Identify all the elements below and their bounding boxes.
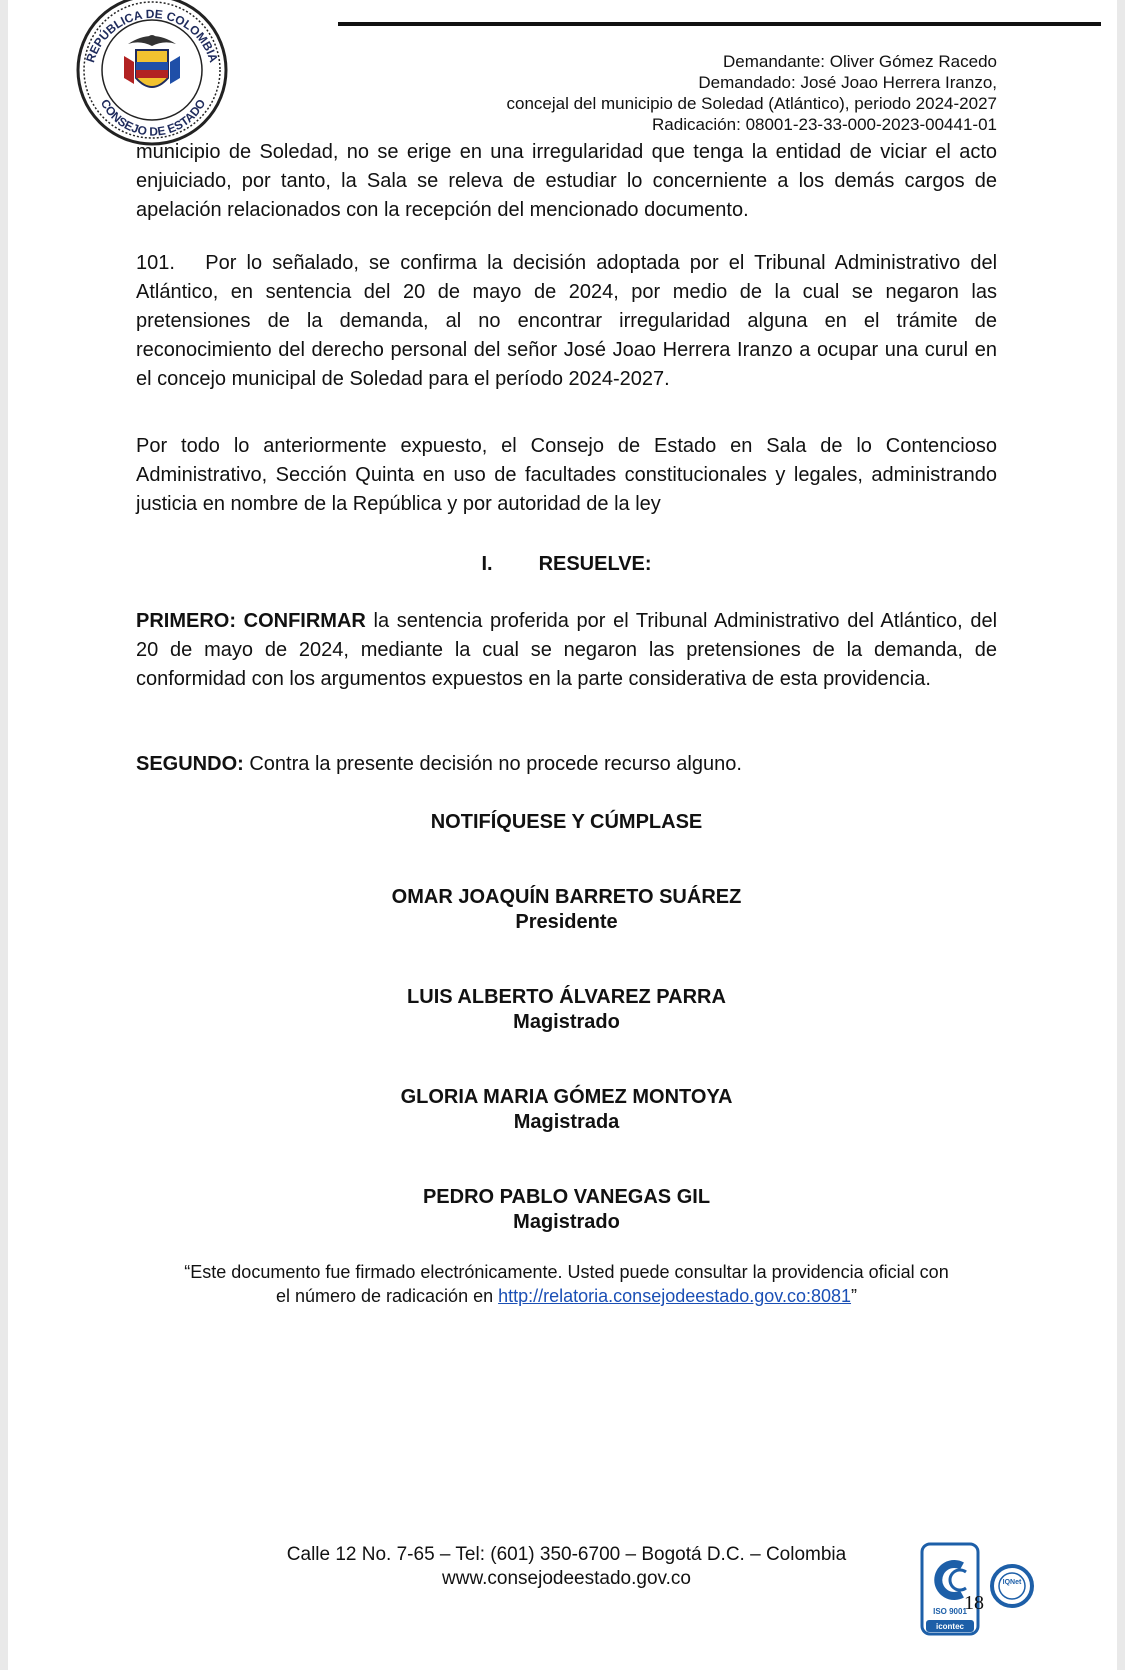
primero-text: la sentencia proferida por el Tribunal Administrativo del Atlántico, del 20 de mayo de 2024, mediante la cual se negaron las pretensiones de la demanda, de conformidad con los argumentos expuestos en la parte considerativa de esta providencia. — [136, 610, 998, 690]
paragraph-101 — [136, 249, 997, 394]
page-footer — [136, 1543, 997, 1591]
primero-label: PRIMERO: CONFIRMAR — [136, 610, 366, 632]
segundo-label: SEGUNDO: — [136, 753, 244, 775]
resolve-heading — [136, 552, 997, 577]
signatory-block — [136, 985, 997, 1035]
svg-text:ISO 9001: ISO 9001 — [933, 1607, 967, 1616]
note-line-2 — [136, 1284, 997, 1308]
signatory-block — [136, 1085, 997, 1135]
signatory-name: OMAR JOAQUÍN BARRETO SUÁREZ — [391, 886, 742, 908]
svg-text:IQNet: IQNet — [1002, 1579, 1022, 1586]
signatory-role: Magistrada — [513, 1111, 620, 1133]
electronic-signature-note — [136, 1260, 997, 1308]
segundo-text: Contra la presente decisión no procede recurso alguno. — [243, 753, 742, 775]
note-closing-quote: ” — [851, 1286, 858, 1306]
svg-text:REPÚBLICA DE COLOMBIA: REPÚBLICA DE COLOMBIA — [83, 6, 221, 65]
case-header — [507, 51, 998, 135]
signatory-name: PEDRO PABLO VANEGAS GIL — [422, 1186, 711, 1208]
signatory-block — [136, 885, 997, 935]
svg-text:CONSEJO DE ESTADO: CONSEJO DE ESTADO — [97, 96, 209, 139]
signatory-role: Magistrado — [513, 1011, 620, 1033]
footer-address: Calle 12 No. 7-65 – Tel: (601) 350-6700 – Bogotá D.C. – Colombia — [286, 1544, 847, 1565]
signatory-name: LUIS ALBERTO ÁLVAREZ PARRA — [407, 986, 726, 1008]
resolution-primero — [136, 607, 997, 694]
resolve-numeral: I. — [481, 553, 493, 575]
relatoria-link[interactable]: http://relatoria.consejodeestado.gov.co:8081 — [498, 1286, 852, 1306]
document-page — [8, 0, 1117, 1670]
resolve-title: RESUELVE: — [538, 553, 652, 575]
plaintiff-line: Demandante: Oliver Gómez Racedo — [722, 52, 997, 71]
header-rule — [338, 22, 1101, 26]
signatory-role: Presidente — [515, 911, 618, 933]
council-line: concejal del municipio de Soledad (Atlántico), periodo 2024-2027 — [506, 94, 997, 113]
footer-website: www.consejodeestado.gov.co — [442, 1568, 691, 1589]
filing-number-line: Radicación: 08001-23-33-000-2023-00441-01 — [652, 115, 997, 134]
closing-formula: NOTIFÍQUESE Y CÚMPLASE — [430, 811, 703, 833]
icontec-certification-logo — [920, 1542, 1038, 1638]
signatory-block — [136, 1185, 997, 1235]
defendant-line: Demandado: José Joao Herrera Iranzo, — [698, 73, 997, 92]
paragraph-authority: Por todo lo anteriormente expuesto, el Consejo de Estado en Sala de lo Contencioso Administrativo, Sección Quinta en uso de facultades constitucionales y legales, administrando justicia en nombre de la República y por autoridad de la ley — [136, 435, 997, 515]
resolution-segundo — [136, 750, 997, 779]
note-line-1: “Este documento fue firmado electrónicamente. Usted puede consultar la providencia oficial con — [184, 1262, 949, 1282]
page-number: 18 — [964, 1592, 984, 1614]
paragraph-continuation: municipio de Soledad, no se erige en una irregularidad que tenga la entidad de viciar el acto enjuiciado, por tanto, la Sala se releva de estudiar lo concerniente a los demás cargos de apelación relacionados con la recepción del mencionado documento. — [136, 141, 997, 221]
svg-text:icontec: icontec — [935, 1622, 965, 1631]
signatory-role: Magistrado — [513, 1211, 620, 1233]
paragraph-number: 101. — [136, 252, 175, 274]
note-line-2-text: el número de radicación en — [275, 1286, 499, 1306]
signatory-name: GLORIA MARIA GÓMEZ MONTOYA — [400, 1086, 733, 1108]
consejo-de-estado-seal-logo — [68, 0, 236, 148]
paragraph-101-text: Por lo señalado, se confirma la decisión adoptada por el Tribunal Administrativo del Atlántico, en sentencia del 20 de mayo de 2024, por medio de la cual se negaron las pretensiones de la demanda, al no encontrar irregularidad alguna en el trámite de reconocimiento del derecho personal del señor José Joao Herrera Iranzo a ocupar una curul en el concejo municipal de Soledad para el período 2024-2027. — [136, 252, 998, 390]
